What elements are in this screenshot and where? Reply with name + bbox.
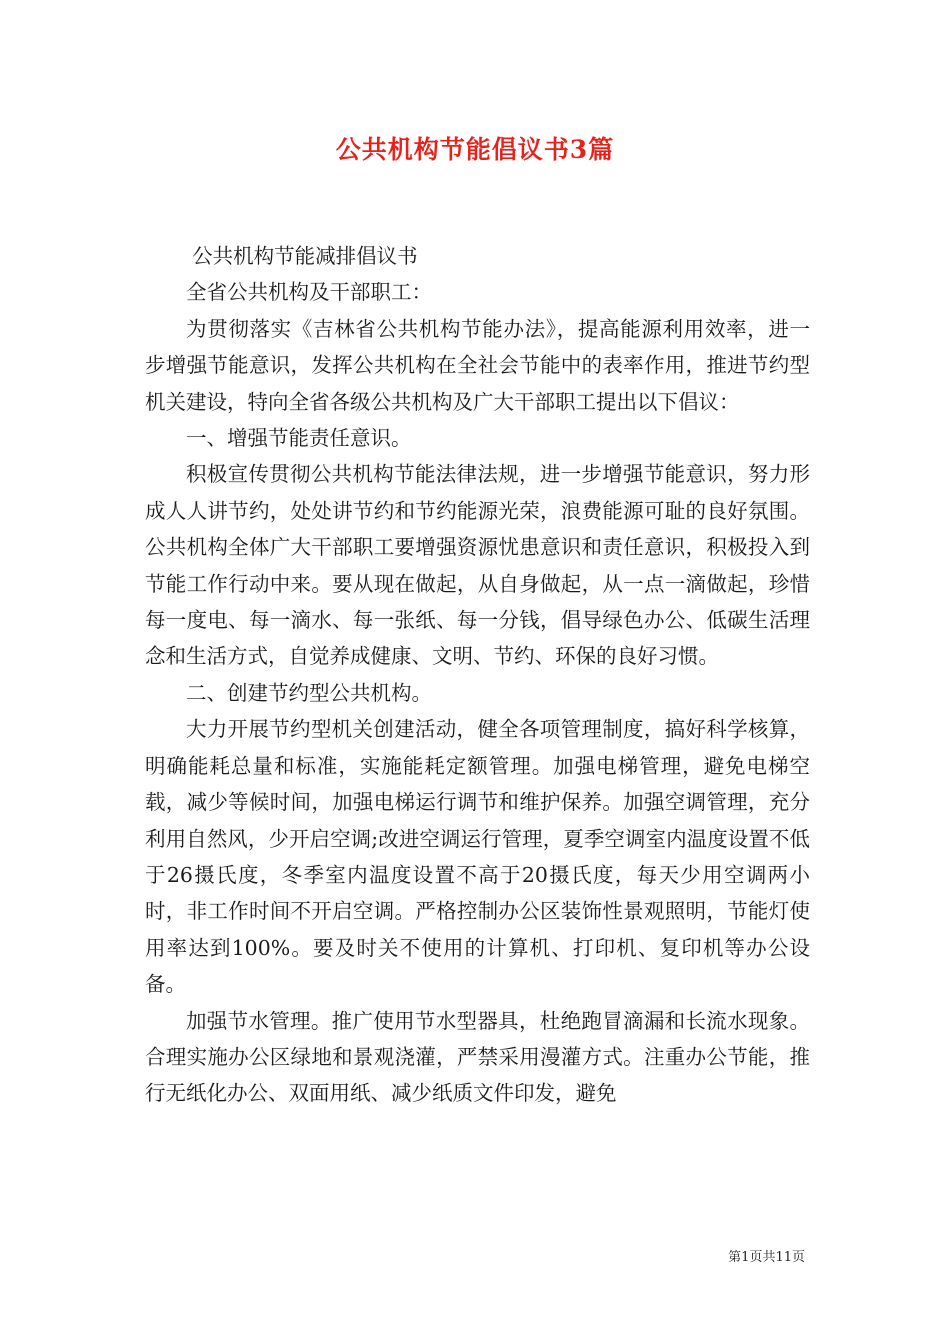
- section-heading-2: 二、创建节约型公共机构。: [186, 680, 432, 705]
- salutation: 全省公共机构及干部职工：: [186, 280, 432, 305]
- document-subtitle: 公共机构节能减排倡议书: [192, 244, 418, 268]
- paragraph-water: 加强节水管理。推广使用节水型器具，杜绝跑冒滴漏和长流水现象。合理实施办公区绿地和景观浇灌，严禁采用漫灌方式。注重办公节能，推行无纸化办公、双面用纸、减少纸质文件印发，避免: [145, 1008, 810, 1106]
- paragraph-intro: 为贯彻落实《吉林省公共机构节能办法》，提高能源利用效率，进一步增强节能意识，发挥公共机构在全社会节能中的表率作用，推进节约型机关建设，特向全省各级公共机构及广大干部职工提出以下倡议：: [145, 316, 810, 414]
- paragraph-section-1: 积极宣传贯彻公共机构节能法律法规，进一步增强节能意识，努力形成人人讲节约，处处讲节约和节约能源光荣，浪费能源可耻的良好氛围。公共机构全体广大干部职工要增强资源忧患意识和责任意识，积极投入到节能工作行动中来。要从现在做起，从自身做起，从一点一滴做起，珍惜每一度电、每一滴水、每一张纸、每一分钱，倡导绿色办公、低碳生活理念和生活方式，自觉养成健康、文明、节约、环保的良好习惯。: [145, 462, 810, 669]
- paragraph-section-2: 大力开展节约型机关创建活动，健全各项管理制度，搞好科学核算，明确能耗总量和标准，实施能耗定额管理。加强电梯管理，避免电梯空载，减少等候时间，加强电梯运行调节和维护保养。加强空调管理，充分利用自然风，少开启空调;改进空调运行管理，夏季空调室内温度设置不低于26摄氏度，冬季室内温度设置不高于20摄氏度，每天少用空调两小时，非工作时间不开启空调。严格控制办公区装饰性景观照明，节能灯使用率达到100%。要及时关不使用的计算机、打印机、复印机等办公设备。: [145, 717, 810, 997]
- section-heading-1: 一、增强节能责任意识。: [186, 426, 412, 451]
- document-body: [145, 238, 810, 1112]
- page-number: 第1页共11页: [728, 1250, 805, 1265]
- document-title: 公共机构节能倡议书3篇: [335, 135, 615, 164]
